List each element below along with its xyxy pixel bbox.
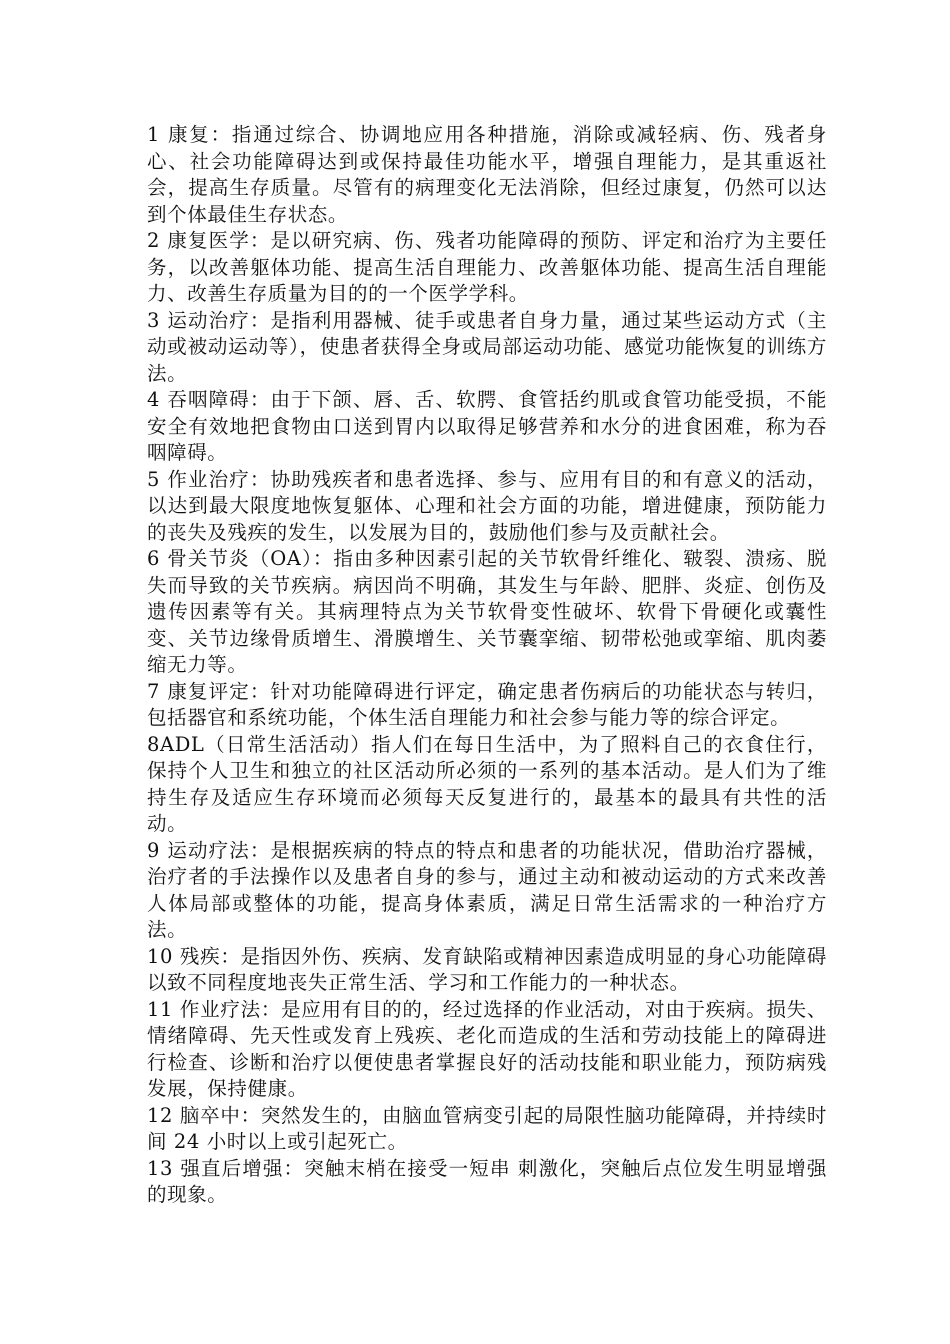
definition-entry-10: 10 残疾：是指因外伤、疾病、发育缺陷或精神因素造成明显的身心功能障碍以致不同程度地丧失正常生活、学习和工作能力的一种状态。 [147, 944, 827, 994]
definition-entry-4: 4 吞咽障碍：由于下颌、唇、舌、软腭、食管括约肌或食管功能受损，不能安全有效地把食物由口送到胃内以取得足够营养和水分的进食困难，称为吞咽障碍。 [147, 388, 827, 464]
definition-entry-3: 3 运动治疗：是指利用器械、徒手或患者自身力量，通过某些运动方式（主动或被动运动等），使患者获得全身或局部运动功能、感觉功能恢复的训练方法。 [147, 308, 827, 385]
definitions-list [147, 122, 827, 1209]
definition-entry-1: 1 康复：指通过综合、协调地应用各种措施，消除或减轻病、伤、残者身心、社会功能障碍达到或保持最佳功能水平，增强自理能力，是其重返社会，提高生存质量。尽管有的病理变化无法消除，但经过康复，仍然可以达到个体最佳生存状态。 [147, 123, 827, 226]
definition-entry-9: 9 运动疗法：是根据疾病的特点的特点和患者的功能状况，借助治疗器械，治疗者的手法操作以及患者自身的参与，通过主动和被动运动的方式来改善人体局部或整体的功能，提高身体素质，满足日常生活需求的一种治疗方法。 [147, 838, 827, 941]
definition-entry-7: 7 康复评定：针对功能障碍进行评定，确定患者伤病后的功能状态与转归，包括器官和系统功能，个体生活自理能力和社会参与能力等的综合评定。 [147, 679, 827, 729]
definition-entry-6: 6 骨关节炎（OA）：指由多种因素引起的关节软骨纤维化、皲裂、溃疡、脱失而导致的关节疾病。病因尚不明确，其发生与年龄、肥胖、炎症、创伤及遗传因素等有关。其病理特点为关节软骨变性破坏、软骨下骨硬化或囊性变、关节边缘骨质增生、滑膜增生、关节囊挛缩、韧带松弛或挛缩、肌肉萎缩无力等。 [147, 547, 827, 676]
definition-entry-12: 12 脑卒中：突然发生的，由脑血管病变引起的局限性脑功能障碍，并持续时间 24 小时以上或引起死亡。 [147, 1103, 827, 1153]
definition-entry-8: 8ADL（日常生活活动）指人们在每日生活中，为了照料自己的衣食住行，保持个人卫生和独立的社区活动所必须的一系列的基本活动。是人们为了维持生存及适应生存环境而必须每天反复进行的，最基本的最具有共性的活动。 [147, 732, 827, 835]
definition-entry-13: 13 强直后增强：突触末梢在接受一短串 刺激化，突触后点位发生明显增强的现象。 [147, 1156, 827, 1206]
definition-entry-2: 2 康复医学：是以研究病、伤、残者功能障碍的预防、评定和治疗为主要任务，以改善躯体功能、提高生活自理能力、改善躯体功能、提高生活自理能力、改善生存质量为目的的一个医学学科。 [147, 229, 827, 305]
definition-entry-11: 11 作业疗法：是应用有目的的，经过选择的作业活动，对由于疾病。损失、情绪障碍、先天性或发育上残疾、老化而造成的生活和劳动技能上的障碍进行检查、诊断和治疗以便使患者掌握良好的活动技能和职业能力，预防病残发展，保持健康。 [147, 997, 827, 1100]
definition-entry-5: 5 作业治疗：协助残疾者和患者选择、参与、应用有目的和有意义的活动，以达到最大限度地恢复躯体、心理和社会方面的功能，增进健康，预防能力的丧失及残疾的发生，以发展为目的，鼓励他们参与及贡献社会。 [147, 467, 827, 544]
